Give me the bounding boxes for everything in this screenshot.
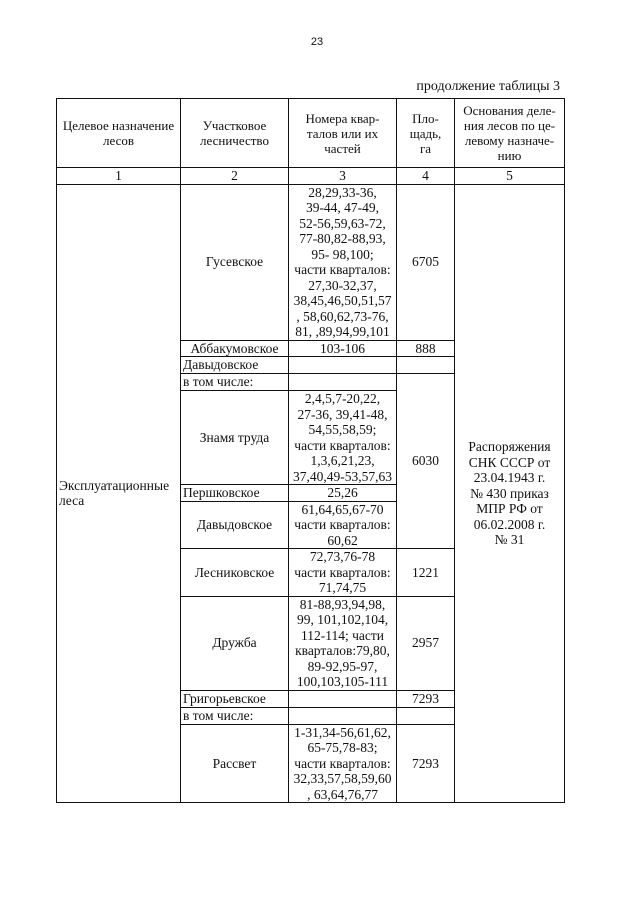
quarters-cell: 61,64,65,67-70 части кварталов: 60,62 [289, 501, 397, 549]
district-cell: Давыдовское [181, 357, 289, 374]
district-cell: Гусевское [181, 184, 289, 340]
quarters-cell: 81-88,93,94,98, 99, 101,102,104, 112-114; части кварталов:79,80, 89-92,95-97, 100,103,105-111 [289, 596, 397, 690]
district-cell: Знамя труда [181, 391, 289, 485]
area-cell: 7293 [397, 724, 455, 803]
district-cell: Рассвет [181, 724, 289, 803]
column-number-row [57, 168, 565, 185]
quarters-cell [289, 690, 397, 707]
district-cell: Аббакумовское [181, 340, 289, 357]
district-cell: Дружба [181, 596, 289, 690]
purpose-cell: Эксплуатационные леса [57, 184, 181, 803]
district-cell: в том числе: [181, 374, 289, 391]
column-number-4: 4 [397, 168, 455, 185]
header-basis: Основания деле- ния лесов по це- левому назначе- нию [455, 99, 565, 168]
quarters-cell: 2,4,5,7-20,22, 27-36, 39,41-48, 54,55,58,59; части кварталов: 1,3,6,21,23, 37,40,49-53,57,63 [289, 391, 397, 485]
quarters-cell: 28,29,33-36, 39-44, 47-49, 52-56,59,63-72, 77-80,82-88,93, 95- 98,100; части кварталов: 27,30-32,37, 38,45,46,50,51,57 , 58,60,62,73-76, 81, ,89,94,99,101 [289, 184, 397, 340]
table-continuation-note: продолжение таблицы 3 [416, 79, 560, 94]
quarters-cell: 25,26 [289, 485, 397, 502]
basis-cell: Распоряжения СНК СССР от 23.04.1943 г. № 430 приказ МПР РФ от 06.02.2008 г. № 31 [455, 184, 565, 803]
quarters-cell: 72,73,76-78 части кварталов: 71,74,75 [289, 549, 397, 597]
table-header-row [57, 99, 565, 168]
district-cell: Першковское [181, 485, 289, 502]
district-cell: Лесниковское [181, 549, 289, 597]
area-cell: 888 [397, 340, 455, 357]
header-district: Участковое лесничество [181, 99, 289, 168]
quarters-cell [289, 357, 397, 374]
column-number-1: 1 [57, 168, 181, 185]
district-cell: в том числе: [181, 707, 289, 724]
district-cell: Давыдовское [181, 501, 289, 549]
quarters-cell [289, 707, 397, 724]
area-cell: 7293 [397, 690, 455, 707]
table-row [57, 184, 565, 340]
header-purpose: Целевое назначение лесов [57, 99, 181, 168]
page-number: 23 [310, 36, 324, 48]
header-quarters: Номера квар- талов или их частей [289, 99, 397, 168]
forest-purpose-table [56, 98, 565, 803]
district-cell: Григорьевское [181, 690, 289, 707]
area-cell: 1221 [397, 549, 455, 597]
quarters-cell: 103-106 [289, 340, 397, 357]
area-cell: 6705 [397, 184, 455, 340]
area-cell [397, 707, 455, 724]
area-cell [397, 357, 455, 374]
column-number-2: 2 [181, 168, 289, 185]
quarters-cell: 1-31,34-56,61,62, 65-75,78-83; части кварталов: 32,33,57,58,59,60 , 63,64,76,77 [289, 724, 397, 803]
quarters-cell [289, 374, 397, 391]
column-number-3: 3 [289, 168, 397, 185]
header-area: Пло- щадь, га [397, 99, 455, 168]
area-cell: 6030 [397, 374, 455, 549]
column-number-5: 5 [455, 168, 565, 185]
area-cell: 2957 [397, 596, 455, 690]
